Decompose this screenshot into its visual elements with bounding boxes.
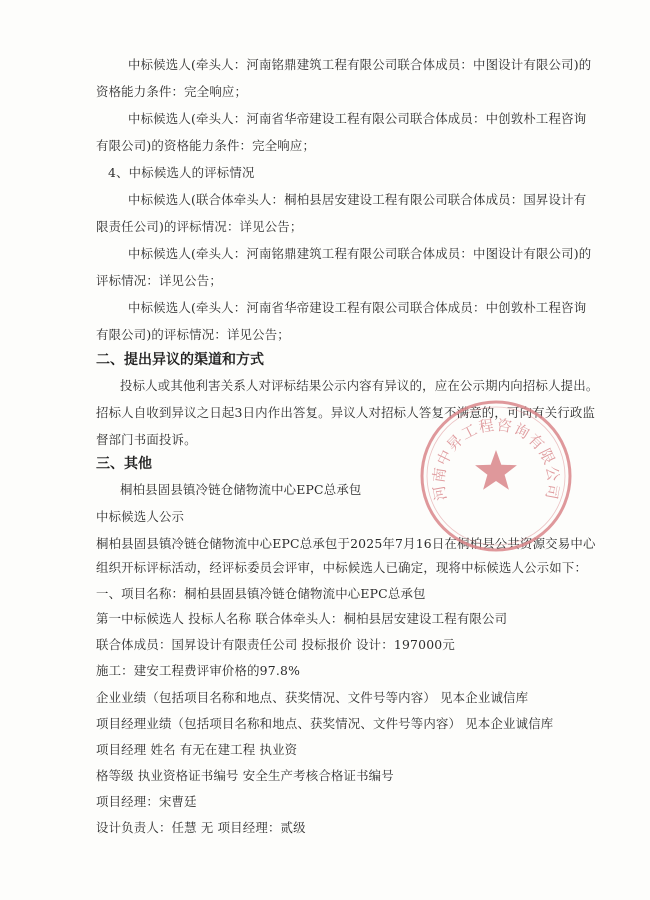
paragraph-line: 限责任公司)的评标情况：详见公告； xyxy=(96,219,303,234)
paragraph-line: 中标候选人(牵头人：河南省华帝建设工程有限公司联合体成员：中创敦朴工程咨询 xyxy=(128,111,587,126)
paragraph-line: 中标候选人公示 xyxy=(96,509,185,524)
paragraph-line: 第一中标候选人 投标人名称 联合体牵头人：桐柏县居安建设工程有限公司 xyxy=(96,611,508,626)
paragraph-line: 4、中标候选人的评标情况 xyxy=(108,165,255,180)
paragraph-line: 项目经理 姓名 有无在建工程 执业资 xyxy=(96,742,298,757)
paragraph-line: 投标人或其他利害关系人对评标结果公示内容有异议的，应在公示期内向招标人提出。 xyxy=(120,378,599,393)
seal-text: 河南中昇工程咨询有限公司 xyxy=(429,415,563,503)
paragraph-line: 中标候选人(牵头人：河南省华帝建设工程有限公司联合体成员：中创敦朴工程咨询 xyxy=(128,300,587,315)
paragraph-line: 中标候选人(牵头人：河南铭鼎建筑工程有限公司联合体成员：中图设计有限公司)的 xyxy=(128,246,592,261)
paragraph-line: 联合体成员：国昇设计有限责任公司 投标报价 设计：197000元 xyxy=(96,637,455,652)
paragraph-line: 资格能力条件：完全响应； xyxy=(96,84,248,99)
seal-ring xyxy=(422,402,570,550)
paragraph-line: 企业业绩（包括项目名称和地点、获奖情况、文件号等内容） 见本企业诚信库 xyxy=(96,690,529,705)
paragraph-line: 桐柏县固县镇冷链仓储物流中心EPC总承包 xyxy=(120,482,362,497)
paragraph-line: 组织开标评标活动，经评标委员会评审，中标候选人已确定，现将中标候选人公示如下： xyxy=(96,560,588,575)
paragraph-line: 有限公司)的资格能力条件：完全响应； xyxy=(96,138,316,153)
paragraph-line: 督部门书面投诉。 xyxy=(96,432,197,447)
paragraph-line: 施工：建安工程费评审价格的97.8% xyxy=(96,663,301,678)
paragraph-line: 中标候选人(牵头人：河南铭鼎建筑工程有限公司联合体成员：中图设计有限公司)的 xyxy=(128,57,592,72)
seal-inner-ring xyxy=(427,407,565,545)
paragraph-line: 评标情况：详见公告； xyxy=(96,273,222,288)
paragraph-line: 格等级 执业资格证书编号 安全生产考核合格证书编号 xyxy=(96,768,394,783)
paragraph-line: 中标候选人(联合体牵头人：桐柏县居安建设工程有限公司联合体成员：国昇设计有 xyxy=(128,192,587,207)
paragraph-line: 一、项目名称：桐柏县固县镇冷链仓储物流中心EPC总承包 xyxy=(96,586,426,601)
paragraph-line: 桐柏县固县镇冷链仓储物流中心EPC总承包于2025年7月16日在桐柏县公共资源交易中心 xyxy=(96,536,596,551)
company-seal xyxy=(418,398,574,554)
paragraph-line: 项目经理：宋曹廷 xyxy=(96,794,197,809)
star-icon xyxy=(475,450,517,490)
paragraph-line: 项目经理业绩（包括项目名称和地点、获奖情况、文件号等内容） 见本企业诚信库 xyxy=(96,716,554,731)
section-heading: 三、其他 xyxy=(96,456,152,472)
paragraph-line: 设计负责人：任慧 无 项目经理：贰级 xyxy=(96,820,306,835)
paragraph-line: 有限公司)的评标情况：详见公告； xyxy=(96,327,290,342)
paragraph-line: 招标人自收到异议之日起3日内作出答复。异议人对招标人答复不满意的，可向有关行政监 xyxy=(96,405,596,420)
section-heading: 二、提出异议的渠道和方式 xyxy=(96,352,264,368)
